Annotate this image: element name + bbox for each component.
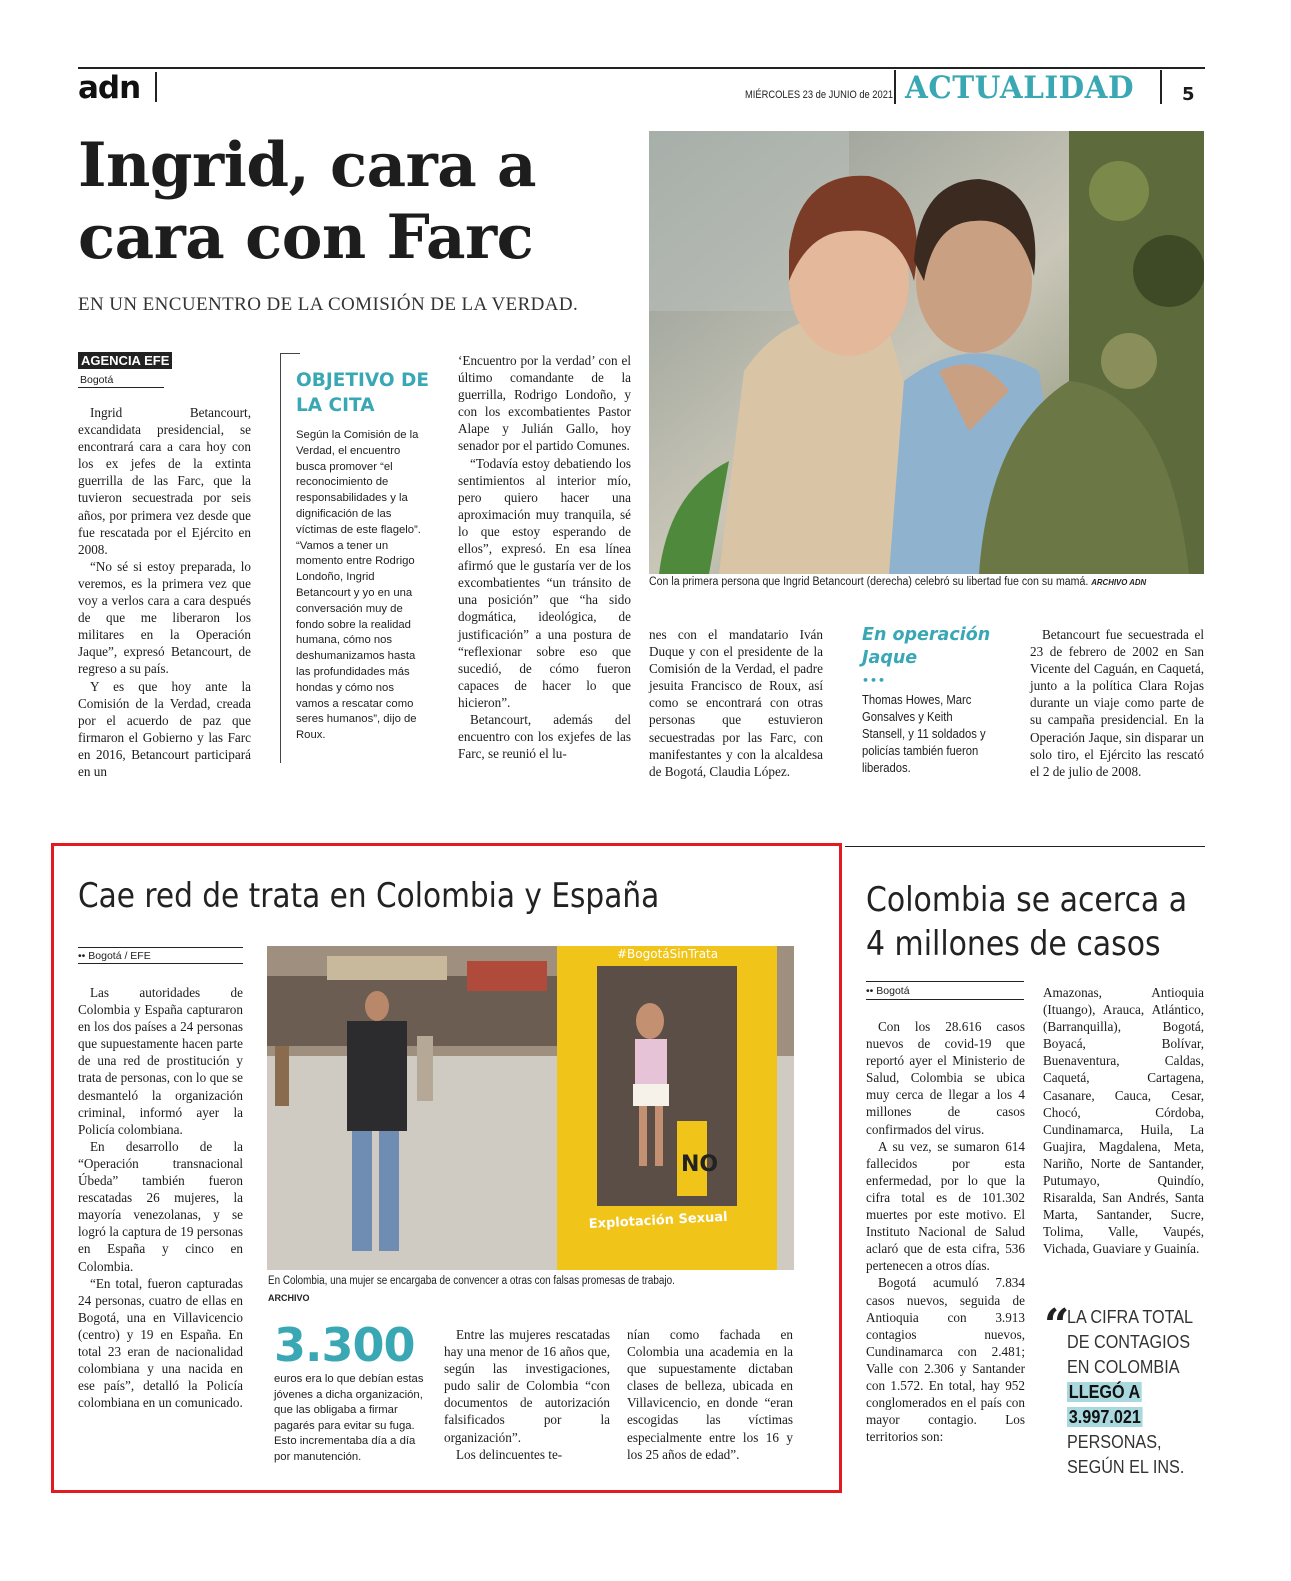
quote-highlight: 3.997.021 xyxy=(1068,1407,1141,1427)
paragraph: A su vez, se sumaron 614 fallecidos por esta enfermedad, por lo que la cifra total es de 101.302 muertes por este motivo. El Instituto Nacional de Salud aclaró que de esta cifra, 536 pertenecen a otros días. xyxy=(866,1138,1025,1274)
trata-byline: •• Bogotá / EFE xyxy=(78,950,151,962)
covid-headline xyxy=(866,878,1188,966)
photo-credit: ARCHIVO xyxy=(268,1293,310,1303)
issue-date: MIÉRCOLES 23 de JUNIO de 2021 xyxy=(745,89,894,101)
quote-text: PERSONAS, SEGÚN EL INS. xyxy=(1067,1432,1185,1477)
trata-column-3 xyxy=(444,1326,610,1463)
quote-highlight: LLEGÓ A xyxy=(1068,1382,1141,1402)
header-divider xyxy=(894,70,896,104)
paragraph: Con los 28.616 casos nuevos de covid-19 que reportó ayer el Ministerio de Salud, Colombia se ubica muy cerca de llegar a los 4 millones de casos confirmados del virus. xyxy=(866,1019,1025,1137)
byline-rule xyxy=(866,981,1024,982)
byline-rule xyxy=(78,947,243,948)
paragraph: “No sé si estoy preparada, lo veremos, es la primera vez que voy a verlos cara a cara después de que me liberaron los militares en la Operación Jaque”, expresó Betancourt, de regreso a su país. xyxy=(78,558,251,677)
sidebar-title: OBJETIVO DE LA CITA xyxy=(296,370,430,416)
jaque-text: Thomas Howes, Marc Gonsalves y Keith Stansell, y 11 soldados y policías también fueron liberados. xyxy=(862,693,986,775)
trata-photo xyxy=(267,946,794,1270)
paragraph: “Todavía estoy debatiendo los sentimientos al interior mío, pero quiero hacer una aproximación muy tranquila, sé lo que estoy esperando de ellos”, expresó. En esa línea afirmó que le gustaría ver de los excombatientes “un tránsito de una posición” que “ha sido dogmática, ideológica, de justificación” a una postura de “reflexionar sobre eso que sucedió, de cómo fueron capaces de hacer lo que hicieron”. xyxy=(458,455,631,710)
jaque-title: En operación Jaque xyxy=(862,625,991,668)
sign-hashtag: #BogotáSinTrata xyxy=(617,947,719,961)
logo-divider xyxy=(155,72,157,102)
paragraph: nían como fachada en Colombia una academia en la que supuestamente dictaban clases de belleza, ubicada en Villavicencio, en donde “eran escogidas las víctimas especialmente entre los 16 y los 25 años de edad”. xyxy=(627,1327,793,1462)
agency-label: AGENCIA EFE xyxy=(78,352,172,369)
covid-byline: •• Bogotá xyxy=(866,985,910,997)
paragraph: En desarrollo de la “Operación transnacional Úbeda” también fueron rescatadas 26 mujeres, la mayoría venezolanas, y se logró la captura de 19 personas en España y cinco en Colombia. xyxy=(78,1138,243,1274)
byline-rule xyxy=(78,387,164,388)
paragraph: Betancourt, además del encuentro con los exjefes de las Farc, se reunió el lu- xyxy=(458,711,631,762)
quote-text: LA CIFRA TOTAL DE CONTAGIOS EN COLOMBIA xyxy=(1067,1307,1193,1377)
paragraph: Las autoridades de Colombia y España capturaron en los dos países a 24 personas que supuestamente hacen parte de una red de prostitución y trata de personas, con lo que se desmanteló la organización criminal, informó ayer la Policía colombiana. xyxy=(78,985,243,1137)
main-column-6 xyxy=(1030,626,1204,780)
main-column-3 xyxy=(458,352,631,762)
trata-column-4 xyxy=(627,1326,793,1463)
sign-no: NO xyxy=(681,1152,719,1177)
trata-headline: Cae red de trata en Colombia y España xyxy=(78,876,660,916)
paragraph: Bogotá acumuló 7.834 casos nuevos, seguida de Antioquia con 3.913 contagios nuevos, Cundinamarca con 2.481; Valle con 2.306 y Santander con 1.572. En total, hay 952 conglomerados en el país con mayor contagio. Los territorios son: xyxy=(866,1275,1025,1445)
paragraph: nes con el mandatario Iván Duque y con el presidente de la Comisión de la Verdad, el padre jesuita Francisco de Roux, así como se encontrará con otras personas que estuvieron secuestradas por las Farc, con manifestantes y con la alcaldesa de Bogotá, Claudia López. xyxy=(649,627,823,779)
byline-rule xyxy=(78,963,243,964)
photo-credit: ARCHIVO ADN xyxy=(1091,577,1147,587)
covid-column-2 xyxy=(1043,984,1204,1258)
paragraph: Amazonas, Antioquia (Ituango), Arauca, Atlántico, (Barranquilla), Bogotá, Boyacá, Bolívar, Buenaventura, Caldas, Caquetá, Cartagena, Casanare, Cauca, Cesar, Chocó, Córdoba, Cundinamarca, Huila, La Guajira, Magdalena, Meta, Nariño, Norte de Santander, Putumayo, Quindío, Risaralda, San Andrés, Santa Marta, Santander, Sucre, Tolima, Valle, Vaupés, Vichada, Guaviare y Guainía. xyxy=(1043,985,1204,1257)
pull-quote xyxy=(1067,1305,1198,1480)
paragraph: Los delincuentes te- xyxy=(456,1446,563,1462)
trata-photo-caption: En Colombia, una mujer se encargaba de convencer a otras con falsas promesas de trabajo. xyxy=(268,1275,675,1287)
header-rule xyxy=(78,67,1205,69)
quote-icon: “ xyxy=(1044,1300,1070,1351)
main-column-4 xyxy=(649,626,823,780)
main-subhead: EN UN ENCUENTRO DE LA COMISIÓN DE LA VERDAD. xyxy=(78,294,579,315)
section-title: ACTUALIDAD xyxy=(905,70,1134,106)
section-rule xyxy=(845,846,1205,847)
jaque-dots: ••• xyxy=(862,674,887,687)
caption-text: Con la primera persona que Ingrid Betancourt (derecha) celebró su libertad fue con su mamá. xyxy=(649,576,1089,588)
paragraph: Betancourt fue secuestrada el 23 de febrero de 2002 en San Vicente del Caguán, en Caquetá, junto a la política Clara Rojas durante un viaje como parte de su campaña presidencial. En la Operación Jaque, sin disparar un solo tiro, el Ejército las rescató el 2 de julio de 2008. xyxy=(1030,627,1204,779)
main-headline: Ingrid, cara a cara con Farc xyxy=(78,130,537,273)
byline-rule xyxy=(866,999,1024,1000)
adn-logo: adn xyxy=(78,70,141,106)
stat-number: 3.300 xyxy=(274,1318,415,1372)
stat-text: euros era lo que debían estas jóvenes a dicha organización, que las obligaba a firmar pagarés para evitar su fuga. Esto incrementaba día a día por manutención. xyxy=(274,1373,424,1463)
agency-city: Bogotá xyxy=(80,374,114,386)
ingrid-photo xyxy=(649,131,1204,574)
trata-column-1 xyxy=(78,984,243,1411)
covid-column-1 xyxy=(866,1018,1025,1445)
headline-line: 4 millones de casos xyxy=(866,924,1161,964)
sign-label: Explotación Sexual xyxy=(588,1209,728,1232)
paragraph: ‘Encuentro por la verdad’ con el último comandante de la guerrilla, Rodrigo Londoño, y con los excombatientes Pastor Alape y Julián Gallo, hoy senador por el partido Comunes. xyxy=(458,353,631,454)
page-number: 5 xyxy=(1182,84,1195,105)
sidebar-rule xyxy=(280,353,281,763)
headline-line: Colombia se acerca a xyxy=(866,880,1188,920)
paragraph: “En total, fueron capturadas 24 personas, cuatro de ellas en Bogotá, una en Villavicencio (centro) y 19 en España. En total 23 eran de nacionalidad colombiana y una nacida en ese país”, detalló la Policía colombiana en un comunicado. xyxy=(78,1275,243,1411)
sidebar-text: Según la Comisión de la Verdad, el encuentro busca promover “el reconocimiento de responsabilidades y la dignificación de las víctimas de este flagelo”. “Vamos a tener un momento entre Rodrigo Londoño, Ingrid Betancourt y yo en una conversación muy de fondo sobre la realidad humana, cómo nos deshumanizamos hasta las profundidades más hondas y cómo nos vamos a rescatar como seres humanos”, dijo de Roux. xyxy=(296,429,421,742)
main-column-1 xyxy=(78,404,251,780)
paragraph: Entre las mujeres rescatadas hay una menor de 16 años que, según las investigaciones, pudo salir de Colombia “con documentos de autorización falsificados por la organización”. xyxy=(444,1327,610,1445)
paragraph: Ingrid Betancourt, excandidata presidencial, se encontrará cara a cara hoy con los ex jefes de la extinta guerrilla de las Farc, que la tuvieron secuestrada por seis años, por primera vez desde que fue rescatada por el Ejército en 2008. xyxy=(78,405,251,557)
header-divider xyxy=(1160,70,1162,104)
main-photo-caption xyxy=(649,576,1164,588)
paragraph: Y es que hoy ante la Comisión de la Verdad, creada por el acuerdo de paz que firmaron el Gobierno y las Farc en 2016, Betancourt participará en un xyxy=(78,678,251,779)
sidebar-rule xyxy=(280,353,300,354)
